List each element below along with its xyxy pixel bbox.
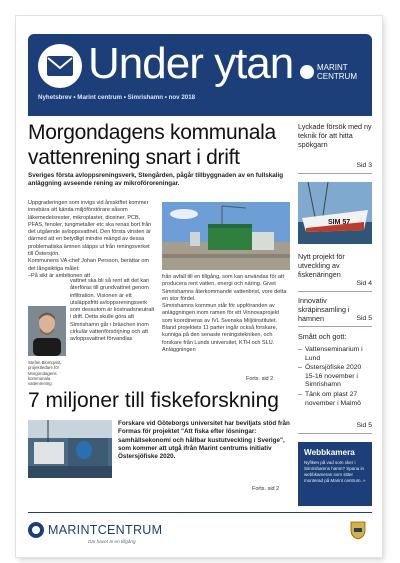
article1-headline: Morgondagens kommunala vattenrening snart i drift xyxy=(28,121,276,169)
list-item[interactable]: – Vattenseminarium i Lund xyxy=(298,346,372,363)
article2-continued[interactable]: Forts. sid 2 xyxy=(252,486,280,492)
article1-column-left: Uppgraderingen som invigs vid årsskiftet kommer innebära att kända miljöförstörare såsom läkemedelsrester, mikroplaster, dioxiner, PCB, PFAS, fenoler, tungmetaller etc ska renas bort från det utgående avloppsvattnet. Den första vinsten är därmed att en betydligt mindre mängd av dessa problematiska ämnen släpps ut från reningsverket till Östersjön. Kommunens VA-chef Johan Persson, berättar om det långsiktiga målet: –På sikt är ambitionen att xyxy=(28,200,152,279)
footer-logo-text: MARINTCENTRUM xyxy=(48,523,163,537)
ghost-net-boat-photo xyxy=(298,182,372,244)
article2-lead: Forskare vid Göteborgs universitet har beviljats stöd från Formas för projektet "Att fiska efter lösningar: samhällsekonomi och hållbar kustutveckling i Sverige", som kommer att utgå ifrån Marint centrums initiativ Östersjöfiske 2020. xyxy=(118,420,290,461)
list-item[interactable]: – Tänk om plast 27 november i Malmö xyxy=(298,391,372,408)
fishing-boat-photo xyxy=(28,420,112,478)
sidebar-item2-page: Sid 4 xyxy=(356,280,372,287)
webcam-title: Webbkamera xyxy=(304,448,355,457)
sidebar-item3-page: Sid 5 xyxy=(356,315,372,322)
article1-column-right: från avfall till en tillgång, som kan användas för att producera rent vatten, energi och näring. Givet Simrishamns återkommande vattenbrist, vore detta en stor fördel. Simrishamns kommun står för uppföranden av anläggningen inom ramen för ett Vinnovaprojekt som koordineras av IVL Svenska Miljöinstitutet. Bland projektets 11 parter ingår också forskare, kunniga på den senaste reningstekniken, och forskare från Lunds universitet, KTH och SLU. Anläggningen xyxy=(162,274,287,353)
portrait-caption: Stefan Blomqvist, projektledare för Morgondagens kommunala vattenrening xyxy=(28,360,62,387)
sidebar-item2-title[interactable]: Nytt projekt för utveckling av fiskenäringen xyxy=(298,252,345,279)
webcam-box[interactable] xyxy=(298,442,372,506)
logo-mark-icon xyxy=(300,65,314,79)
newsletter-title: Under ytan xyxy=(88,39,294,88)
small-news-page: Sid 5 xyxy=(356,422,372,429)
article1-column-wrap: vattnet ska bli så rent att det kan återföras till grundvattnet genom infiltration. Visionen är ett utsläppsfritt avloppsreningsverk som dessutom är kostnadsneutralt i drift. Detta skulle göra att Simrishamn går i bräschen inom cirkulär vattenförsörjning och att avloppsvattnet förvandlas xyxy=(70,278,155,343)
webcam-text: Nyfiken på vad som sker i Simrishamns hamn? Spana in webbkameran som sitter monterad på Marint centrum. » xyxy=(304,460,366,483)
footer-tagline: Där havet är en tillgång xyxy=(88,539,136,544)
footer-divider xyxy=(28,512,372,513)
municipality-crest-icon xyxy=(350,520,366,540)
mail-icon xyxy=(38,44,82,88)
newsletter-subtitle: Nyhetsbrev • Marint centrum • Simrishamn • nov 2018 xyxy=(38,94,196,101)
sidebar-item3-title[interactable]: Innovativ skräpinsamling i hamnen xyxy=(298,296,350,323)
masthead xyxy=(28,34,372,116)
article2-headline: 7 miljoner till fiskeforskning xyxy=(28,389,279,412)
sidebar-divider xyxy=(298,326,372,327)
treatment-plant-photo xyxy=(162,202,290,270)
logo-line1: MARINT xyxy=(317,63,348,72)
small-news-title: Smått och gott: xyxy=(298,332,347,341)
marint-centrum-logo xyxy=(300,60,362,90)
sidebar-item1-title[interactable]: Lyckade försök med ny teknik för att hitta spökgarn xyxy=(298,122,372,149)
sidebar-divider xyxy=(298,291,372,292)
stefan-portrait-photo xyxy=(28,306,66,356)
sidebar-item1-page: Sid 3 xyxy=(356,162,372,169)
boat-label: SIM 57 xyxy=(328,219,351,226)
sidebar-divider xyxy=(298,173,372,174)
small-news-list xyxy=(298,346,372,409)
logo-line2: CENTRUM xyxy=(317,72,357,81)
list-item[interactable]: – Östersjöfiske 2020 15-16 november i Simrishamn xyxy=(298,364,372,390)
footer-logo xyxy=(28,522,163,548)
logo-ring-icon xyxy=(28,522,44,538)
article1-lead: Sveriges första avloppsreningsverk, Stengården, pågår tillbyggnaden av en fullskalig anläggning avseende rening av mikroföroreningar. xyxy=(28,172,284,188)
newsletter-page xyxy=(16,16,382,557)
article1-continued[interactable]: Forts. sid 2 xyxy=(246,376,274,382)
sidebar-divider xyxy=(298,433,372,434)
